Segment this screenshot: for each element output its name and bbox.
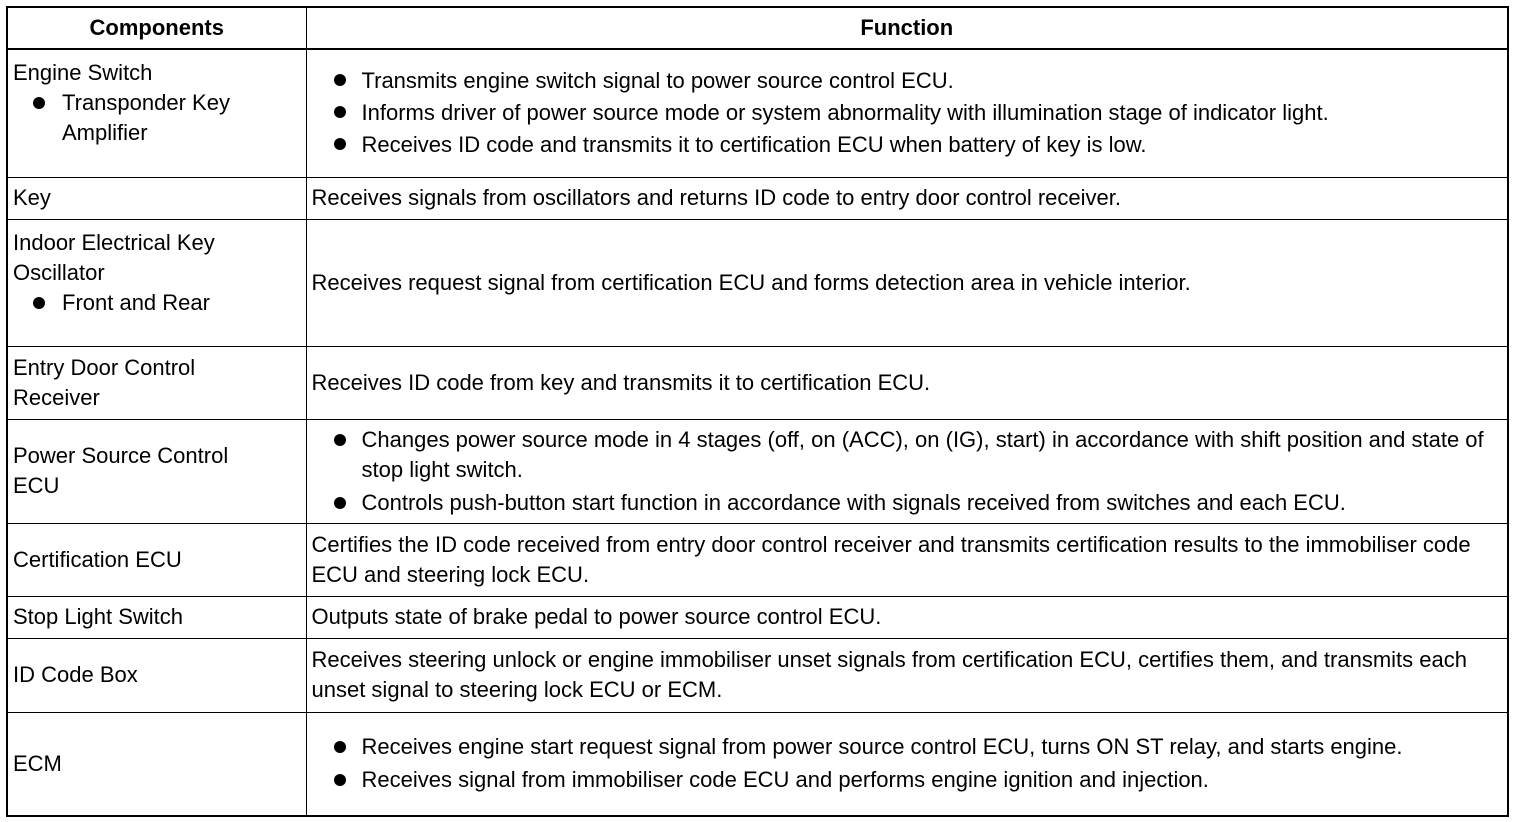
component-cell: Certification ECU [7,523,306,596]
component-name: Indoor Electrical Key Oscillator [13,229,215,285]
component-sub-list [13,288,306,318]
function-bullet-list [312,732,1504,795]
component-cell [7,419,306,523]
table-row [7,523,1508,596]
function-cell: Receives ID code from key and transmits it to certification ECU. [306,346,1508,419]
function-cell [306,49,1508,177]
function-cell [306,419,1508,523]
table-row [7,49,1508,177]
components-header: Components [7,7,306,49]
table-row [7,419,1508,523]
table-row [7,219,1508,346]
function-bullet: Transmits engine switch signal to power source control ECU. [312,65,1504,97]
component-cell: ECM [7,712,306,816]
component-sub-list [13,88,243,148]
component-cell: ID Code Box [7,638,306,712]
component-sub-item: Front and Rear [13,288,306,318]
component-cell [7,219,306,346]
table-row [7,638,1508,712]
function-bullet: Changes power source mode in 4 stages (off, on (ACC), on (IG), start) in accordance with shift position and state of stop light switch. [312,425,1504,485]
function-bullet: Controls push-button start function in accordance with signals received from switches and each ECU. [312,488,1504,518]
function-cell: Certifies the ID code received from entry door control receiver and transmits certification results to the immobiliser code ECU and steering lock ECU. [306,523,1508,596]
function-bullet: Receives engine start request signal from power source control ECU, turns ON ST relay, and starts engine. [312,732,1504,762]
table-row [7,712,1508,816]
function-bullet: Receives ID code and transmits it to certification ECU when battery of key is low. [312,129,1504,161]
component-cell: Key [7,177,306,219]
function-cell: Receives steering unlock or engine immobiliser unset signals from certification ECU, certifies them, and transmits each unset signal to steering lock ECU or ECM. [306,638,1508,712]
component-sub-item: Transponder Key Amplifier [13,88,243,148]
components-function-table [6,6,1509,817]
component-name: Power Source Control ECU [13,443,229,498]
function-bullet: Informs driver of power source mode or system abnormality with illumination stage of indicator light. [312,97,1504,129]
function-cell: Receives request signal from certification ECU and forms detection area in vehicle interior. [306,219,1508,346]
table-row [7,596,1508,638]
function-bullet: Receives signal from immobiliser code ECU and performs engine ignition and injection. [312,765,1504,795]
function-cell [306,712,1508,816]
function-cell: Outputs state of brake pedal to power source control ECU. [306,596,1508,638]
component-cell: Stop Light Switch [7,596,306,638]
header-row [7,7,1508,49]
function-header: Function [306,7,1508,49]
component-name: Engine Switch [13,60,153,85]
function-bullet-list [312,425,1504,518]
component-cell [7,346,306,419]
table-row [7,177,1508,219]
table-row [7,346,1508,419]
component-cell [7,49,306,177]
function-cell: Receives signals from oscillators and returns ID code to entry door control receiver. [306,177,1508,219]
function-bullet-list [312,65,1504,161]
component-name: Entry Door Control Receiver [13,354,196,410]
